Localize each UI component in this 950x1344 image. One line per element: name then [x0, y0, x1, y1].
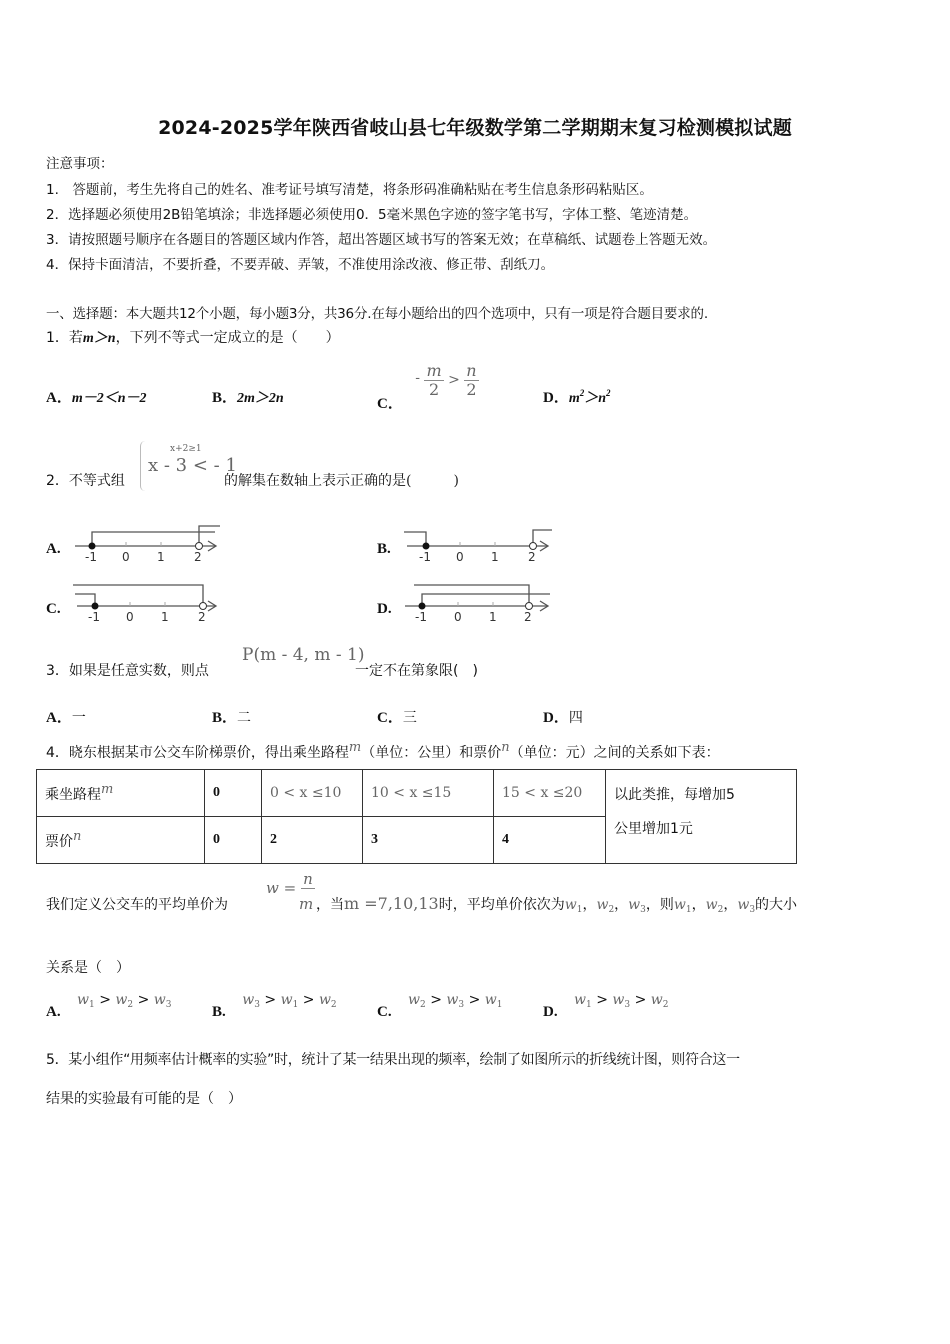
definition-text: 我们定义公交车的平均单价为: [46, 897, 228, 913]
question-1: 1．若m＞n，下列不等式一定成立的是（ ）: [46, 330, 340, 346]
table-note: 以此类推，每增加5 公里增加1元: [606, 770, 797, 864]
svg-text:0: 0: [126, 610, 134, 624]
svg-text:2: 2: [524, 610, 532, 624]
notice-item-3: 3．请按照题号顺序在各题目的答题区域内作答，超出答题区域书写的答案无效；在草稿纸、试题卷上答题无效。: [46, 232, 717, 248]
svg-text:2: 2: [194, 550, 202, 564]
question-2-tail: 的解集在数轴上表示正确的是( ): [224, 473, 459, 489]
q4-option-d[interactable]: D. $w_1 > w_3 > w_2$: [543, 992, 669, 1020]
table-cell: 0: [205, 817, 262, 864]
q2-option-d-label[interactable]: D.: [377, 601, 392, 617]
notice-item-1: 1. 答题前，考生先将自己的姓名、准考证号填写清楚，将条形码准确粘贴在考生信息条形码粘贴区。: [46, 182, 653, 198]
number-line-c[interactable]: [70, 582, 225, 624]
table-cell: 3: [363, 817, 494, 864]
notice-heading: 注意事项：: [46, 156, 114, 172]
q1-option-a[interactable]: A．m－2＜n－2: [46, 390, 147, 406]
w-denominator: m: [299, 895, 314, 913]
q1-option-c[interactable]: C． - $\frac{m}{2}$ > $\frac{n}{2}$: [377, 361, 477, 413]
svg-text:1: 1: [489, 610, 497, 624]
table-cell: 0: [205, 770, 262, 817]
q4-option-c[interactable]: C. $w_2 > w_3 > w_1$: [377, 992, 503, 1020]
q2-option-a-label[interactable]: A.: [46, 541, 61, 557]
svg-text:0: 0: [454, 610, 462, 624]
q2-option-b-label[interactable]: B.: [377, 541, 391, 557]
brace: [140, 441, 145, 491]
question-2: 2．不等式组: [46, 473, 125, 489]
q4-option-a[interactable]: A. $w_1 > w_2 > w_3$: [46, 992, 172, 1020]
table-cell: 15 < x ≤20: [494, 770, 606, 817]
q1-option-b[interactable]: B．2m＞2n: [212, 390, 284, 406]
svg-text:0: 0: [456, 550, 464, 564]
q1-option-d[interactable]: D．$m^2>n^2$: [543, 388, 611, 406]
fare-table: [36, 769, 797, 864]
table-cell: 4: [494, 817, 606, 864]
table-cell: 10 < x ≤15: [363, 770, 494, 817]
number-line-d[interactable]: [402, 582, 557, 624]
table-cell: 0 < x ≤10: [262, 770, 363, 817]
svg-text:2: 2: [198, 610, 206, 624]
q3-option-c[interactable]: C．三: [377, 710, 417, 726]
row-header: 票价n: [37, 817, 205, 864]
definition-tail: ，当m =7,10,13时，平均单价依次为$w_1$，$w_2$，$w_3$，则$w_1$，$w_2$，$w_3$的大小: [316, 894, 798, 915]
page-title: 2024-2025学年陕西省岐山县七年级数学第二学期期末复习检测模拟试题: [158, 117, 792, 139]
q3-option-a[interactable]: A．一: [46, 710, 86, 726]
w-symbol: w =: [266, 879, 297, 897]
number-line-a[interactable]: [70, 522, 225, 564]
point-expression: P(m - 4, m - 1): [242, 645, 365, 665]
table-row-distance: [37, 770, 797, 817]
question-3-tail: 一定不在第象限( ): [355, 663, 478, 679]
row-header: 乘坐路程m: [37, 770, 205, 817]
question-5-line-1: 5．某小组作“用频率估计概率的实验”时，统计了某一结果出现的频率，绘制了如图所示的折线统计图，则符合这一: [46, 1052, 740, 1068]
notice-item-4: 4．保持卡面清洁，不要折叠，不要弄破、弄皱，不准使用涂改液、修正带、刮纸刀。: [46, 257, 555, 273]
svg-text:2: 2: [528, 550, 536, 564]
inequality-2: x - 3 < - 1: [148, 455, 237, 476]
question-5-line-2: 结果的实验最有可能的是（ ）: [46, 1091, 242, 1107]
question-4: 4．晓东根据某市公交车阶梯票价，得出乘坐路程m（单位：公里）和票价n（单位：元）之间的关系如下表：: [46, 740, 720, 761]
question-number: 1．: [46, 330, 69, 346]
inequality-1: x+2≥1: [170, 444, 202, 454]
svg-text:-1: -1: [85, 550, 97, 564]
number-line-b[interactable]: [402, 522, 557, 564]
svg-text:0: 0: [122, 550, 130, 564]
section-heading: 一、选择题：本大题共12个小题，每小题3分，共36分.在每小题给出的四个选项中，只有一项是符合题目要求的.: [46, 306, 708, 322]
notice-item-2: 2．选择题必须使用2B铅笔填涂；非选择题必须使用0．5毫米黑色字迹的签字笔书写，字体工整、笔迹清楚。: [46, 207, 698, 223]
q4-option-b[interactable]: B. $w_3 > w_1 > w_2$: [212, 992, 337, 1020]
q3-option-b[interactable]: B．二: [212, 710, 252, 726]
condition: m＞n: [82, 331, 116, 346]
svg-text:1: 1: [491, 550, 499, 564]
svg-text:-1: -1: [88, 610, 100, 624]
w-numerator: n: [301, 870, 315, 889]
definition-line-2: 关系是（ ）: [46, 960, 130, 976]
question-3: 3．如果是任意实数，则点: [46, 663, 209, 679]
svg-text:-1: -1: [415, 610, 427, 624]
svg-text:1: 1: [161, 610, 169, 624]
table-cell: 2: [262, 817, 363, 864]
svg-text:-1: -1: [419, 550, 431, 564]
q3-option-d[interactable]: D．四: [543, 710, 583, 726]
q2-option-c-label[interactable]: C.: [46, 601, 61, 617]
svg-text:1: 1: [157, 550, 165, 564]
